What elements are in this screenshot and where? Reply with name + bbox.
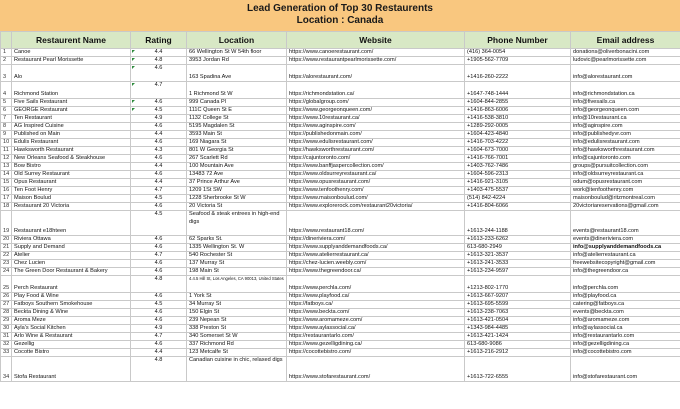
- location-cell[interactable]: 100 Mountain Ave: [187, 163, 287, 171]
- phone-cell[interactable]: +1416-538-3810: [465, 115, 571, 123]
- phone-cell[interactable]: +1613-216-2912: [465, 349, 571, 357]
- row-number-cell[interactable]: 34: [1, 357, 12, 382]
- website-cell[interactable]: https://alorestaurant.com/: [287, 65, 465, 82]
- restaurant-name-cell[interactable]: Gezellig: [12, 341, 131, 349]
- restaurant-name-cell[interactable]: Canoe: [12, 49, 131, 57]
- website-cell[interactable]: https://www.stofarestaurant.com/: [287, 357, 465, 382]
- phone-cell[interactable]: +1613-722-6555: [465, 357, 571, 382]
- restaurant-name-cell[interactable]: Atelier: [12, 252, 131, 260]
- cell-note-marker: [132, 108, 135, 111]
- website-cell[interactable]: https://chez-lucien.weebly.com/: [287, 260, 465, 268]
- website-cell[interactable]: https://www.gezelligdining.ca/: [287, 341, 465, 349]
- rating-cell[interactable]: 4.4: [131, 349, 187, 357]
- restaurant-name-cell[interactable]: Cocotte Bistro: [12, 349, 131, 357]
- email-cell[interactable]: info@atelierrestaurant.ca: [571, 252, 680, 260]
- cell-note-marker: [132, 100, 135, 103]
- data-table: [0, 31, 680, 382]
- row-number-cell[interactable]: 13: [1, 163, 12, 171]
- table-row: [1, 163, 680, 171]
- location-cell[interactable]: 540 Rochester St: [187, 252, 287, 260]
- location-cell[interactable]: 801 W Georgia St: [187, 147, 287, 155]
- website-cell[interactable]: https://cajuntoronto.com/: [287, 155, 465, 163]
- email-cell[interactable]: info@perchla.com: [571, 276, 680, 293]
- email-cell[interactable]: work@tenfoothenry.com: [571, 187, 680, 195]
- rating-cell[interactable]: 4.7: [131, 333, 187, 341]
- row-number-cell[interactable]: 25: [1, 276, 12, 293]
- table-row: [1, 139, 680, 147]
- location-cell[interactable]: 338 Preston St: [187, 325, 287, 333]
- email-cell[interactable]: ludovic@pearlmorissette.com: [571, 57, 680, 65]
- location-cell[interactable]: 239 Nepean St: [187, 317, 287, 325]
- rating-cell[interactable]: 4.6: [131, 309, 187, 317]
- row-number-cell[interactable]: 1: [1, 49, 12, 57]
- email-cell[interactable]: info@restaurantarlo.com: [571, 333, 680, 341]
- location-cell[interactable]: 150 Elgin St: [187, 309, 287, 317]
- restaurant-name-cell[interactable]: Fatboys Southern Smokehouse: [12, 301, 131, 309]
- email-cell[interactable]: info@hawksworthrestaurant.com: [571, 147, 680, 155]
- table-row: [1, 65, 680, 82]
- row-number-cell[interactable]: 26: [1, 293, 12, 301]
- email-cell[interactable]: info@playfood.ca: [571, 293, 680, 301]
- table-row: [1, 107, 680, 115]
- email-cell[interactable]: events@restaurant18.com: [571, 211, 680, 236]
- email-cell[interactable]: info@fivesails.ca: [571, 99, 680, 107]
- rating-cell[interactable]: 4.4: [131, 131, 187, 139]
- rating-cell[interactable]: 4.8: [131, 357, 187, 382]
- table-row: [1, 236, 680, 244]
- location-cell[interactable]: 137 Murray St: [187, 260, 287, 268]
- website-cell[interactable]: https://www.georgeonqueen.com/: [287, 107, 465, 115]
- restaurant-name-cell[interactable]: Bow Bistro: [12, 163, 131, 171]
- rating-cell[interactable]: 4.8: [131, 276, 187, 293]
- table-row: [1, 123, 680, 131]
- rating-cell[interactable]: 4.6: [131, 65, 187, 82]
- table-row: [1, 203, 680, 211]
- location-cell[interactable]: 1 York St: [187, 293, 287, 301]
- restaurant-name-cell[interactable]: Richmond Station: [12, 82, 131, 99]
- rating-cell[interactable]: 4.6: [131, 99, 187, 107]
- location-cell[interactable]: 66 Wellington St W 54th floor: [187, 49, 287, 57]
- email-cell[interactable]: info@georgeonqueen.com: [571, 107, 680, 115]
- phone-cell[interactable]: +1613-421-1424: [465, 333, 571, 341]
- website-cell[interactable]: https://www.explorerock.com/restaurant20victoria/: [287, 203, 465, 211]
- row-number-cell[interactable]: 15: [1, 179, 12, 187]
- website-cell[interactable]: https://publishedonmain.com/: [287, 131, 465, 139]
- header-row: [1, 32, 680, 49]
- restaurant-name-cell[interactable]: Restaurant e18hteen: [12, 211, 131, 236]
- header-cell-rating[interactable]: Rating: [131, 32, 187, 49]
- header-cell-phone[interactable]: Phone Number: [465, 32, 571, 49]
- restaurant-name-cell[interactable]: New Orleans Seafood & Steakhouse: [12, 155, 131, 163]
- email-cell[interactable]: info@aromameze.com: [571, 317, 680, 325]
- cell-note-marker: [132, 66, 135, 69]
- rating-cell[interactable]: 4.5: [131, 211, 187, 236]
- location-cell[interactable]: 337 Richmond Rd: [187, 341, 287, 349]
- rating-cell[interactable]: 4.6: [131, 260, 187, 268]
- phone-cell[interactable]: +1604-673-7000: [465, 147, 571, 155]
- website-cell[interactable]: https://www.opusrestaurant.com/: [287, 179, 465, 187]
- restaurant-name-cell[interactable]: Hawksworth Restaurant: [12, 147, 131, 155]
- location-cell[interactable]: 267 Scarlett Rd: [187, 155, 287, 163]
- phone-cell[interactable]: +1416-766-7001: [465, 155, 571, 163]
- location-cell[interactable]: 4.4.5 Hill St, Los Angeles, CA 90013, United States: [187, 276, 287, 293]
- row-number-cell[interactable]: 18: [1, 203, 12, 211]
- email-cell[interactable]: info@supplyanddemandfoods.ca: [571, 244, 680, 252]
- website-cell[interactable]: https://www.atelierrestaurant.ca/: [287, 252, 465, 260]
- email-cell[interactable]: maisonboulud@ritzmontreal.com: [571, 195, 680, 203]
- location-cell[interactable]: 20 Victoria St: [187, 203, 287, 211]
- email-cell[interactable]: info@edulisrestaurant.com: [571, 139, 680, 147]
- restaurant-name-cell[interactable]: Restaurant Pearl Morissette: [12, 57, 131, 65]
- row-number-cell[interactable]: 27: [1, 301, 12, 309]
- location-cell[interactable]: Seafood & steak entrees in high-end digs: [187, 211, 287, 236]
- rating-cell[interactable]: 4.5: [131, 107, 187, 115]
- phone-cell[interactable]: +1613-241-3533: [465, 260, 571, 268]
- phone-cell[interactable]: +1604-423-4840: [465, 131, 571, 139]
- row-number-cell[interactable]: 31: [1, 333, 12, 341]
- email-cell[interactable]: info@cajuntoronto.com: [571, 155, 680, 163]
- rating-cell[interactable]: 4.8: [131, 57, 187, 65]
- table-row: [1, 252, 680, 260]
- email-cell[interactable]: events@beckta.com: [571, 309, 680, 317]
- title-block: [0, 0, 680, 32]
- rating-cell[interactable]: 4.6: [131, 317, 187, 325]
- row-number-cell[interactable]: 28: [1, 309, 12, 317]
- restaurant-name-cell[interactable]: Ten Restaurant: [12, 115, 131, 123]
- header-cell-email[interactable]: Email address: [571, 32, 680, 49]
- row-number-cell[interactable]: 3: [1, 65, 12, 82]
- phone-cell[interactable]: +1613-695-5599: [465, 301, 571, 309]
- location-cell[interactable]: 3953 Jordan Rd: [187, 57, 287, 65]
- location-cell[interactable]: 1132 College St: [187, 115, 287, 123]
- phone-cell[interactable]: +1604-844-2855: [465, 99, 571, 107]
- website-cell[interactable]: https://www.edulisrestaurant.com/: [287, 139, 465, 147]
- row-number-cell[interactable]: 19: [1, 211, 12, 236]
- header-cell-index[interactable]: [1, 32, 12, 49]
- sheet-subtitle: Location : Canada: [296, 15, 384, 26]
- restaurant-name-cell[interactable]: AG Inspired Cuisine: [12, 123, 131, 131]
- location-cell[interactable]: 163 Spadina Ave: [187, 65, 287, 82]
- email-cell[interactable]: info@richmondstation.ca: [571, 82, 680, 99]
- table-row: [1, 325, 680, 333]
- table-row: [1, 333, 680, 341]
- email-cell[interactable]: info@aginspire.com: [571, 123, 680, 131]
- rating-cell[interactable]: 4.6: [131, 171, 187, 179]
- phone-cell[interactable]: +1613-321-3537: [465, 252, 571, 260]
- website-cell[interactable]: https://www.perchla.com/: [287, 276, 465, 293]
- row-number-cell[interactable]: 24: [1, 268, 12, 276]
- phone-cell[interactable]: +1416-804-6066: [465, 203, 571, 211]
- website-cell[interactable]: https://www.beckta.com/: [287, 309, 465, 317]
- restaurant-name-cell[interactable]: The Green Door Restaurant & Bakery: [12, 268, 131, 276]
- phone-cell[interactable]: (514) 842-4224: [465, 195, 571, 203]
- email-cell[interactable]: info@cocottebistro.com: [571, 349, 680, 357]
- website-cell[interactable]: https://dineriviera.com/: [287, 236, 465, 244]
- row-number-cell[interactable]: 17: [1, 195, 12, 203]
- rating-cell[interactable]: 4.7: [131, 252, 187, 260]
- row-number-cell[interactable]: 7: [1, 115, 12, 123]
- restaurant-name-cell[interactable]: Restaurant 20 Victoria: [12, 203, 131, 211]
- email-cell[interactable]: info@stofarestaurant.com: [571, 357, 680, 382]
- phone-cell[interactable]: +1416-921-3105: [465, 179, 571, 187]
- restaurant-name-cell[interactable]: Beckta Dining & Wine: [12, 309, 131, 317]
- website-cell[interactable]: https://cocottebistro.com/: [287, 349, 465, 357]
- website-cell[interactable]: https://www.10restaurant.ca/: [287, 115, 465, 123]
- restaurant-name-cell[interactable]: Ayla's Social Kitchen: [12, 325, 131, 333]
- restaurant-name-cell[interactable]: Perch Restaurant: [12, 276, 131, 293]
- cell-note-marker: [132, 83, 135, 86]
- website-cell[interactable]: https://www.aylassocial.ca/: [287, 325, 465, 333]
- phone-cell[interactable]: +1613-244-1188: [465, 211, 571, 236]
- restaurant-name-cell[interactable]: Aroma Meze: [12, 317, 131, 325]
- table-row: [1, 268, 680, 276]
- phone-cell[interactable]: +1647-748-1444: [465, 82, 571, 99]
- email-cell[interactable]: events@dineriviera.com: [571, 236, 680, 244]
- table-row: [1, 147, 680, 155]
- rating-cell[interactable]: 4.3: [131, 147, 187, 155]
- phone-cell[interactable]: 613-680-2949: [465, 244, 571, 252]
- rating-cell[interactable]: 4.7: [131, 82, 187, 99]
- location-cell[interactable]: 62 Sparks St.: [187, 236, 287, 244]
- header-cell-website[interactable]: Website: [287, 32, 465, 49]
- table-row: [1, 99, 680, 107]
- website-cell[interactable]: https://www.aginspire.com/: [287, 123, 465, 131]
- row-number-cell[interactable]: 8: [1, 123, 12, 131]
- restaurant-name-cell[interactable]: Opus Restaurant: [12, 179, 131, 187]
- row-number-cell[interactable]: 30: [1, 325, 12, 333]
- email-cell[interactable]: 20victoriareservations@gmail.com: [571, 203, 680, 211]
- website-cell[interactable]: https://www.restaurant18.com/: [287, 211, 465, 236]
- table-row: [1, 131, 680, 139]
- row-number-cell[interactable]: 20: [1, 236, 12, 244]
- location-cell[interactable]: 3593 Main St: [187, 131, 287, 139]
- row-number-cell[interactable]: 16: [1, 187, 12, 195]
- rating-cell[interactable]: 4.6: [131, 268, 187, 276]
- email-cell[interactable]: donations@oliverbonacini.com: [571, 49, 680, 57]
- email-cell[interactable]: info@10restaurant.ca: [571, 115, 680, 123]
- website-cell[interactable]: https://restaurantarlo.com/: [287, 333, 465, 341]
- phone-cell[interactable]: +1213-802-1770: [465, 276, 571, 293]
- rating-cell[interactable]: 4.6: [131, 139, 187, 147]
- row-number-cell[interactable]: 21: [1, 244, 12, 252]
- website-cell[interactable]: https://www.tenfoothenry.com/: [287, 187, 465, 195]
- rating-cell[interactable]: 4.5: [131, 301, 187, 309]
- email-cell[interactable]: info@gezelligdining.ca: [571, 341, 680, 349]
- table-row: [1, 260, 680, 268]
- email-cell[interactable]: freewebsitecopyright@gmail.com: [571, 260, 680, 268]
- restaurant-name-cell[interactable]: Ten Foot Henry: [12, 187, 131, 195]
- website-cell[interactable]: https://hawksworthrestaurant.com/: [287, 147, 465, 155]
- phone-cell[interactable]: +1613-234-9597: [465, 268, 571, 276]
- row-number-cell[interactable]: 29: [1, 317, 12, 325]
- location-cell[interactable]: 1335 Wellington St. W: [187, 244, 287, 252]
- email-cell[interactable]: groups@pursuitcollection.com: [571, 163, 680, 171]
- phone-cell[interactable]: +1613-238-7063: [465, 309, 571, 317]
- phone-cell[interactable]: +1613-667-9207: [465, 293, 571, 301]
- phone-cell[interactable]: +1289-292-0005: [465, 123, 571, 131]
- location-cell[interactable]: 169 Niagara St: [187, 139, 287, 147]
- website-cell[interactable]: https://richmondstation.ca/: [287, 82, 465, 99]
- location-cell[interactable]: 1209 1St SW: [187, 187, 287, 195]
- restaurant-name-cell[interactable]: Alo: [12, 65, 131, 82]
- website-cell[interactable]: https://fatboys.ca/: [287, 301, 465, 309]
- location-cell[interactable]: 999 Canada Pl: [187, 99, 287, 107]
- email-cell[interactable]: info@alorestaurant.com: [571, 65, 680, 82]
- restaurant-name-cell[interactable]: Chez Lucien: [12, 260, 131, 268]
- phone-cell[interactable]: (416) 364-0054: [465, 49, 571, 57]
- row-number-cell[interactable]: 6: [1, 107, 12, 115]
- row-number-cell[interactable]: 32: [1, 341, 12, 349]
- row-number-cell[interactable]: 9: [1, 131, 12, 139]
- table-row: [1, 57, 680, 65]
- table-row: [1, 244, 680, 252]
- rating-cell[interactable]: 4.6: [131, 236, 187, 244]
- email-cell[interactable]: odum@opusrestaurant.com: [571, 179, 680, 187]
- rating-cell[interactable]: 4.6: [131, 341, 187, 349]
- table-row: [1, 179, 680, 187]
- phone-cell[interactable]: +1416-863-6006: [465, 107, 571, 115]
- row-number-cell[interactable]: 33: [1, 349, 12, 357]
- website-cell[interactable]: https://www.maisonboulud.com/: [287, 195, 465, 203]
- restaurant-name-cell[interactable]: Supply and Demand: [12, 244, 131, 252]
- table-row: [1, 293, 680, 301]
- location-cell[interactable]: 13483 72 Ave: [187, 171, 287, 179]
- rating-cell[interactable]: 4.6: [131, 293, 187, 301]
- location-cell[interactable]: 340 Somerset St W: [187, 333, 287, 341]
- rating-cell[interactable]: 4.6: [131, 123, 187, 131]
- row-number-cell[interactable]: 4: [1, 82, 12, 99]
- rating-cell[interactable]: 4.7: [131, 187, 187, 195]
- phone-cell[interactable]: +1613-421-0504: [465, 317, 571, 325]
- row-number-cell[interactable]: 5: [1, 99, 12, 107]
- header-cell-name[interactable]: Restaurent Name: [12, 32, 131, 49]
- row-number-cell[interactable]: 12: [1, 155, 12, 163]
- table-row: [1, 187, 680, 195]
- rating-cell[interactable]: 4.5: [131, 195, 187, 203]
- location-cell[interactable]: 34 Murray St: [187, 301, 287, 309]
- table-row: [1, 115, 680, 123]
- table-row: [1, 171, 680, 179]
- phone-cell[interactable]: +1416-260-2222: [465, 65, 571, 82]
- location-cell[interactable]: 37 Prince Arthur Ave: [187, 179, 287, 187]
- website-cell[interactable]: https://www.thegreendoor.ca/: [287, 268, 465, 276]
- restaurant-name-cell[interactable]: Five Sails Restaurant: [12, 99, 131, 107]
- location-cell[interactable]: 198 Main St: [187, 268, 287, 276]
- location-cell[interactable]: 5195 Magdalen St: [187, 123, 287, 131]
- rating-cell[interactable]: 4.6: [131, 244, 187, 252]
- row-number-cell[interactable]: 14: [1, 171, 12, 179]
- restaurant-name-cell[interactable]: Stofa Restaurant: [12, 357, 131, 382]
- email-cell[interactable]: catering@fatboys.ca: [571, 301, 680, 309]
- table-row: [1, 301, 680, 309]
- location-cell[interactable]: 111C Queen St E: [187, 107, 287, 115]
- restaurant-name-cell[interactable]: Riviera Ottawa: [12, 236, 131, 244]
- phone-cell[interactable]: 613-680-9086: [465, 341, 571, 349]
- phone-cell[interactable]: +1613-233-6262: [465, 236, 571, 244]
- cell-note-marker: [132, 50, 135, 53]
- website-cell[interactable]: https://www.playfood.ca/: [287, 293, 465, 301]
- email-cell[interactable]: info@oldsurreyrestaurant.ca: [571, 171, 680, 179]
- rating-cell[interactable]: 4.6: [131, 155, 187, 163]
- table-row: [1, 211, 680, 236]
- restaurant-name-cell[interactable]: Maison Boulud: [12, 195, 131, 203]
- restaurant-name-cell[interactable]: Edulis Restaurant: [12, 139, 131, 147]
- website-cell[interactable]: https://www.oldsurreyrestaurant.ca/: [287, 171, 465, 179]
- table-row: [1, 49, 680, 57]
- row-number-cell[interactable]: 11: [1, 147, 12, 155]
- email-cell[interactable]: info@publishedyvr.com: [571, 131, 680, 139]
- website-cell[interactable]: https://www.aromameze.com/: [287, 317, 465, 325]
- website-cell[interactable]: https://www.canoerestaurant.com/: [287, 49, 465, 57]
- sheet-title: Lead Generation of Top 30 Restaurents: [247, 3, 433, 14]
- row-number-cell[interactable]: 23: [1, 260, 12, 268]
- header-cell-location[interactable]: Location: [187, 32, 287, 49]
- row-number-cell[interactable]: 10: [1, 139, 12, 147]
- table-row: [1, 155, 680, 163]
- rating-cell[interactable]: 4.6: [131, 203, 187, 211]
- table-row: [1, 349, 680, 357]
- location-cell[interactable]: 1 Richmond St W: [187, 82, 287, 99]
- table-row: [1, 309, 680, 317]
- table-row: [1, 276, 680, 293]
- website-cell[interactable]: https://globalgroup.com/: [287, 99, 465, 107]
- email-cell[interactable]: info@aylassocial.ca: [571, 325, 680, 333]
- website-cell[interactable]: https://www.restaurantpearlmorissette.com/: [287, 57, 465, 65]
- restaurant-name-cell[interactable]: Arlo Wine & Restaurant: [12, 333, 131, 341]
- table-row: [1, 341, 680, 349]
- restaurant-name-cell[interactable]: Play Food & Wine: [12, 293, 131, 301]
- location-cell[interactable]: 1228 Sherbrooke St W: [187, 195, 287, 203]
- restaurant-name-cell[interactable]: Published on Main: [12, 131, 131, 139]
- website-cell[interactable]: https://www.banffjaspercollection.com/: [287, 163, 465, 171]
- restaurant-name-cell[interactable]: GEORGE Restaurant: [12, 107, 131, 115]
- website-cell[interactable]: https://www.supplyanddemandfoods.ca/: [287, 244, 465, 252]
- location-cell[interactable]: 123 Metcalfe St: [187, 349, 287, 357]
- rating-cell[interactable]: 4.4: [131, 163, 187, 171]
- row-number-cell[interactable]: 2: [1, 57, 12, 65]
- rating-cell[interactable]: 4.4: [131, 179, 187, 187]
- phone-cell[interactable]: +1403-762-7486: [465, 163, 571, 171]
- rating-cell[interactable]: 4.9: [131, 115, 187, 123]
- table-row: [1, 195, 680, 203]
- phone-cell[interactable]: +1905-562-7709: [465, 57, 571, 65]
- rating-cell[interactable]: 4.9: [131, 325, 187, 333]
- rating-cell[interactable]: 4.4: [131, 49, 187, 57]
- location-cell[interactable]: Canadian cuisine in chic, relaxed digs: [187, 357, 287, 382]
- phone-cell[interactable]: +1343-984-4485: [465, 325, 571, 333]
- restaurant-name-cell[interactable]: Old Surrey Restaurant: [12, 171, 131, 179]
- phone-cell[interactable]: +1604-596-2313: [465, 171, 571, 179]
- email-cell[interactable]: info@thegreendoor.ca: [571, 268, 680, 276]
- phone-cell[interactable]: +1403-475-5537: [465, 187, 571, 195]
- table-row: [1, 82, 680, 99]
- table-row: [1, 317, 680, 325]
- phone-cell[interactable]: +1416-703-4222: [465, 139, 571, 147]
- row-number-cell[interactable]: 22: [1, 252, 12, 260]
- cell-note-marker: [132, 58, 135, 61]
- table-row: [1, 357, 680, 382]
